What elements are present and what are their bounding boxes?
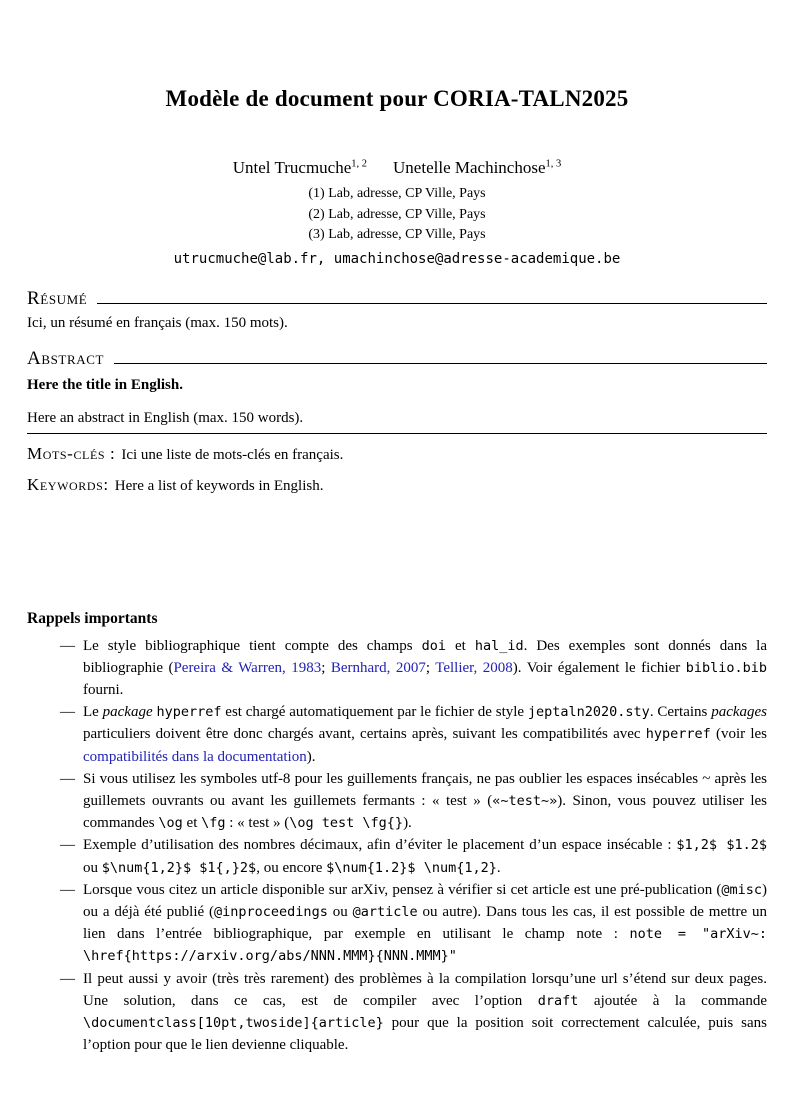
author-affil-superscript: 1, 3 bbox=[545, 158, 562, 170]
text-segment: ou bbox=[83, 859, 102, 876]
text-segment: Exemple d’utilisation des nombres décimaux, afin d’éviter le placement d’un espace insécable : bbox=[83, 837, 677, 854]
inline-code: @misc bbox=[721, 881, 762, 898]
inline-code: hyperref bbox=[156, 704, 222, 721]
affiliation-line: (1) Lab, adresse, CP Ville, Pays bbox=[308, 186, 486, 201]
text-segment: et bbox=[182, 815, 202, 832]
text-segment: particuliers doivent être donc chargés avant, certains après, suivant les compatibilités avec bbox=[83, 726, 646, 743]
inline-code: «~test~» bbox=[492, 792, 558, 809]
rappels-item bbox=[27, 635, 767, 702]
text-segment: et bbox=[446, 637, 475, 654]
emphasis-text: packages bbox=[711, 704, 767, 721]
rappels-section bbox=[27, 610, 767, 1057]
author-name: Untel Trucmuche bbox=[232, 158, 352, 177]
list-dash: — bbox=[60, 970, 75, 987]
author-emails: utrucmuche@lab.fr, umachinchose@adresse-academique.be bbox=[173, 250, 621, 267]
keywords-label: Keywords: bbox=[27, 474, 109, 494]
text-segment: est chargé automatiquement par le fichier de style bbox=[221, 704, 528, 721]
list-dash: — bbox=[60, 704, 75, 721]
citation-bernhard-2007[interactable]: Bernhard, 2007 bbox=[330, 659, 426, 676]
resume-label: Résumé bbox=[27, 287, 88, 309]
text-segment: ). bbox=[403, 815, 412, 832]
author-affil-superscript: 1, 2 bbox=[351, 158, 368, 170]
text-segment: fourni. bbox=[83, 681, 124, 698]
author-1 bbox=[233, 158, 367, 177]
inline-code: \fg bbox=[201, 815, 226, 832]
text-segment: Si vous utilisez les symboles utf-8 pour les guillements français, ne pas oublier les espaces insécables ~ après les guillemets ouvrants ou avant les guillemets fermants : « test » ( bbox=[83, 770, 767, 809]
motscles-line bbox=[27, 445, 767, 465]
rappels-item bbox=[27, 768, 767, 835]
section-rule bbox=[97, 303, 767, 304]
rappels-item bbox=[27, 968, 767, 1057]
text-segment: ). bbox=[306, 748, 316, 765]
inline-code: \og test \fg{} bbox=[289, 815, 404, 832]
text-segment: pour que la position soit correctement calculée, puis sans l’option pour que le lien devienne cliquable. bbox=[83, 1014, 767, 1054]
keywords-line bbox=[27, 476, 767, 496]
inline-code: $\num{1.2}$ \num{1,2} bbox=[326, 859, 497, 876]
list-dash: — bbox=[60, 637, 75, 654]
inline-code: @article bbox=[352, 903, 418, 920]
text-segment: . Des exemples sont donnés dans la bibliographie ( bbox=[83, 637, 768, 676]
abstract-label: Abstract bbox=[27, 347, 105, 369]
inline-code: jeptaln2020.sty bbox=[527, 704, 650, 721]
text-segment: (voir les bbox=[710, 726, 767, 743]
citation-tellier-2008[interactable]: Tellier, 2008 bbox=[435, 659, 513, 676]
inline-code: hyperref bbox=[645, 726, 711, 743]
resume-header bbox=[27, 289, 767, 308]
affiliations-block bbox=[27, 184, 767, 246]
text-segment: ). Sinon, vous pouvez utiliser les commandes bbox=[83, 792, 767, 832]
text-segment: Lorsque vous citez un article disponible sur arXiv, pensez à vérifier si cet article est une pré-publication ( bbox=[83, 881, 722, 898]
text-segment: ajoutée à la commande bbox=[578, 992, 767, 1009]
rappels-item bbox=[27, 834, 767, 878]
text-segment: ). Voir également le fichier bbox=[512, 659, 686, 676]
inline-code: hal_id bbox=[474, 637, 524, 654]
abstract-section bbox=[27, 349, 767, 434]
resume-text: Ici, un résumé en français (max. 150 mots). bbox=[27, 314, 288, 331]
text-segment: . bbox=[496, 859, 501, 876]
english-title: Here the title in English. bbox=[27, 376, 183, 393]
inline-code: note = "arXiv~: \href{https://arxiv.org/abs/NNN.MMM}{NNN.MMM}" bbox=[83, 926, 767, 965]
text-segment: . Certains bbox=[649, 704, 712, 721]
abstract-header bbox=[27, 349, 767, 368]
keywords-text: Here a list of keywords in English. bbox=[114, 477, 324, 494]
text-segment: ; bbox=[321, 659, 331, 676]
rappels-item bbox=[27, 879, 767, 968]
citation-pereira-warren-1983[interactable]: Pereira & Warren, 1983 bbox=[173, 659, 322, 676]
text-segment: ) ou a déjà été publié ( bbox=[83, 881, 767, 920]
affiliation-line: (3) Lab, adresse, CP Ville, Pays bbox=[308, 227, 486, 242]
inline-code: @inproceedings bbox=[214, 903, 328, 920]
abstract-text: Here an abstract in English (max. 150 words). bbox=[27, 409, 767, 434]
inline-code: \og bbox=[158, 815, 183, 832]
text-segment: Le style bibliographique tient compte des champs bbox=[83, 637, 422, 654]
authors-line bbox=[27, 158, 767, 178]
inline-code: draft bbox=[537, 992, 579, 1009]
inline-code: \documentclass[10pt,twoside]{article} bbox=[83, 1014, 384, 1031]
affiliation-line: (2) Lab, adresse, CP Ville, Pays bbox=[308, 206, 486, 222]
text-segment: Il peut aussi y avoir (très très rarement) des problèmes à la compilation lorsqu’une url s’étend sur deux pages. Une solution, dans ce cas, est de compiler avec l’option bbox=[83, 970, 767, 1009]
section-rule bbox=[114, 363, 767, 364]
list-dash: — bbox=[60, 770, 75, 787]
list-dash: — bbox=[60, 881, 75, 898]
author-2 bbox=[393, 158, 561, 177]
motscles-label: Mots-clés : bbox=[27, 443, 116, 463]
inline-code: $\num{1,2}$ $1{,}2$ bbox=[101, 859, 257, 876]
inline-code: biblio.bib bbox=[685, 659, 767, 676]
rappels-list bbox=[27, 635, 767, 1057]
list-dash: — bbox=[60, 837, 75, 854]
rappels-heading: Rappels importants bbox=[27, 609, 158, 627]
text-segment: ou autre). Dans tous les cas, il est possible de mettre un lien dans l’entrée bibliographique, par exemple en utilisant le champ note : bbox=[83, 903, 767, 943]
documentation-link[interactable]: compatibilités dans la documentation bbox=[83, 748, 307, 765]
text-segment: ; bbox=[425, 659, 436, 676]
inline-code: $1,2$ $1.2$ bbox=[676, 837, 768, 854]
motscles-text: Ici une liste de mots-clés en français. bbox=[121, 446, 344, 463]
resume-section bbox=[27, 289, 767, 333]
text-segment: : « test » ( bbox=[225, 815, 290, 832]
emphasis-text: package bbox=[102, 704, 153, 721]
rappels-item bbox=[27, 701, 767, 768]
text-segment: , ou encore bbox=[256, 859, 327, 876]
text-segment: Le bbox=[83, 704, 103, 721]
text-segment: ou bbox=[327, 903, 353, 920]
author-name: Unetelle Machinchose bbox=[393, 158, 546, 177]
inline-code: doi bbox=[421, 637, 447, 654]
paper-title: Modèle de document pour CORIA-TALN2025 bbox=[165, 86, 629, 111]
